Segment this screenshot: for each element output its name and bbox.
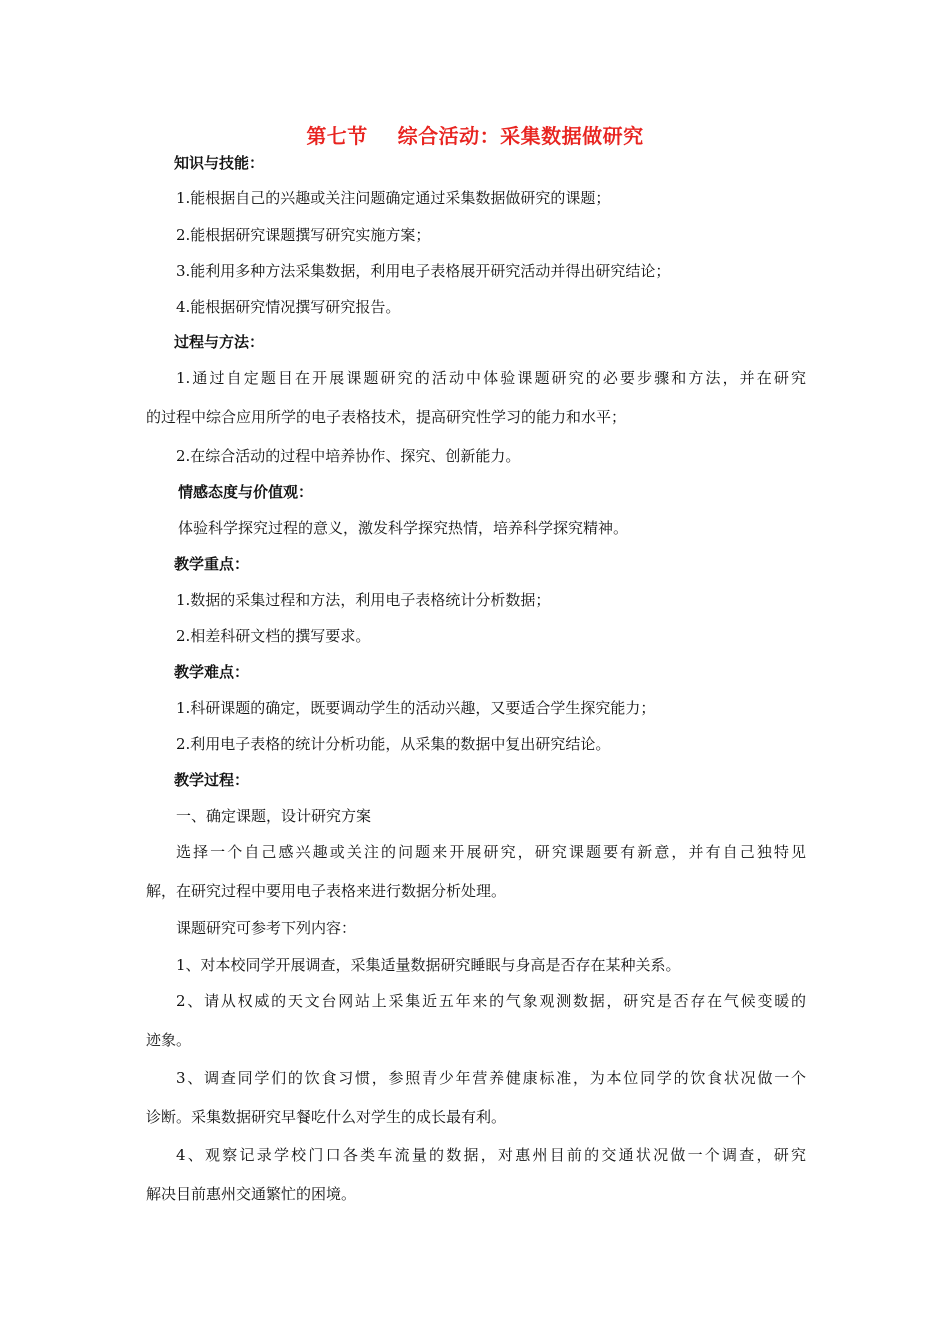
heading-teaching-process: 教学过程： (174, 771, 250, 789)
process-item-1-line-1: 1.通过自定题目在开展课题研究的活动中体验课题研究的必要步骤和方法，并在研究 (176, 369, 806, 387)
page-title: 第七节 综合活动：采集数据做研究 (306, 124, 644, 148)
heading-difficulties: 教学难点： (174, 663, 250, 681)
topic-3-line-1: 3、调查同学们的饮食习惯，参照青少年营养健康标准，为本位同学的饮食状况做一个 (176, 1069, 806, 1087)
process-para-1-line-2: 解，在研究过程中要用电子表格来进行数据分析处理。 (146, 882, 507, 900)
process-item-2: 2.在综合活动的过程中培养协作、探究、创新能力。 (176, 447, 521, 465)
topic-2-line-2: 迹象。 (146, 1031, 192, 1049)
difficulty-2: 2.利用电子表格的统计分析功能，从采集的数据中复出研究结论。 (176, 735, 611, 753)
topic-4-line-2: 解决目前惠州交通繁忙的困境。 (146, 1185, 357, 1203)
process-step-1: 一、确定课题，设计研究方案 (176, 807, 372, 825)
heading-key-points: 教学重点： (174, 555, 250, 573)
key-point-1: 1.数据的采集过程和方法，利用电子表格统计分析数据； (176, 591, 551, 609)
heading-emotion: 情感态度与价值观： (178, 483, 314, 501)
difficulty-1: 1.科研课题的确定，既要调动学生的活动兴趣，又要适合学生探究能力； (176, 699, 656, 717)
topic-3-line-2: 诊断。采集数据研究早餐吃什么对学生的成长最有利。 (146, 1108, 507, 1126)
knowledge-item-1: 1.能根据自己的兴趣或关注问题确定通过采集数据做研究的课题； (176, 189, 611, 207)
knowledge-item-2: 2.能根据研究课题撰写研究实施方案； (176, 226, 431, 244)
topic-4-line-1: 4、观察记录学校门口各类车流量的数据，对惠州目前的交通状况做一个调查，研究 (176, 1146, 806, 1164)
process-item-1-line-2: 的过程中综合应用所学的电子表格技术，提高研究性学习的能力和水平； (146, 408, 627, 426)
topic-2-line-1: 2、请从权威的天文台网站上采集近五年来的气象观测数据，研究是否存在气候变暖的 (176, 992, 806, 1010)
reference-intro: 课题研究可参考下列内容： (176, 919, 357, 937)
knowledge-item-3: 3.能利用多种方法采集数据，利用电子表格展开研究活动并得出研究结论； (176, 262, 671, 280)
heading-knowledge: 知识与技能： (174, 154, 265, 172)
knowledge-item-4: 4.能根据研究情况撰写研究报告。 (176, 298, 401, 316)
process-para-1-line-1: 选择一个自己感兴趣或关注的问题来开展研究，研究课题要有新意，并有自己独特见 (176, 843, 806, 861)
key-point-2: 2.相差科研文档的撰写要求。 (176, 627, 371, 645)
heading-process: 过程与方法： (174, 333, 265, 351)
topic-1: 1、对本校同学开展调查，采集适量数据研究睡眠与身高是否存在某种关系。 (176, 956, 681, 974)
emotion-text: 体验科学探究过程的意义，激发科学探究热情，培养科学探究精神。 (178, 519, 629, 537)
